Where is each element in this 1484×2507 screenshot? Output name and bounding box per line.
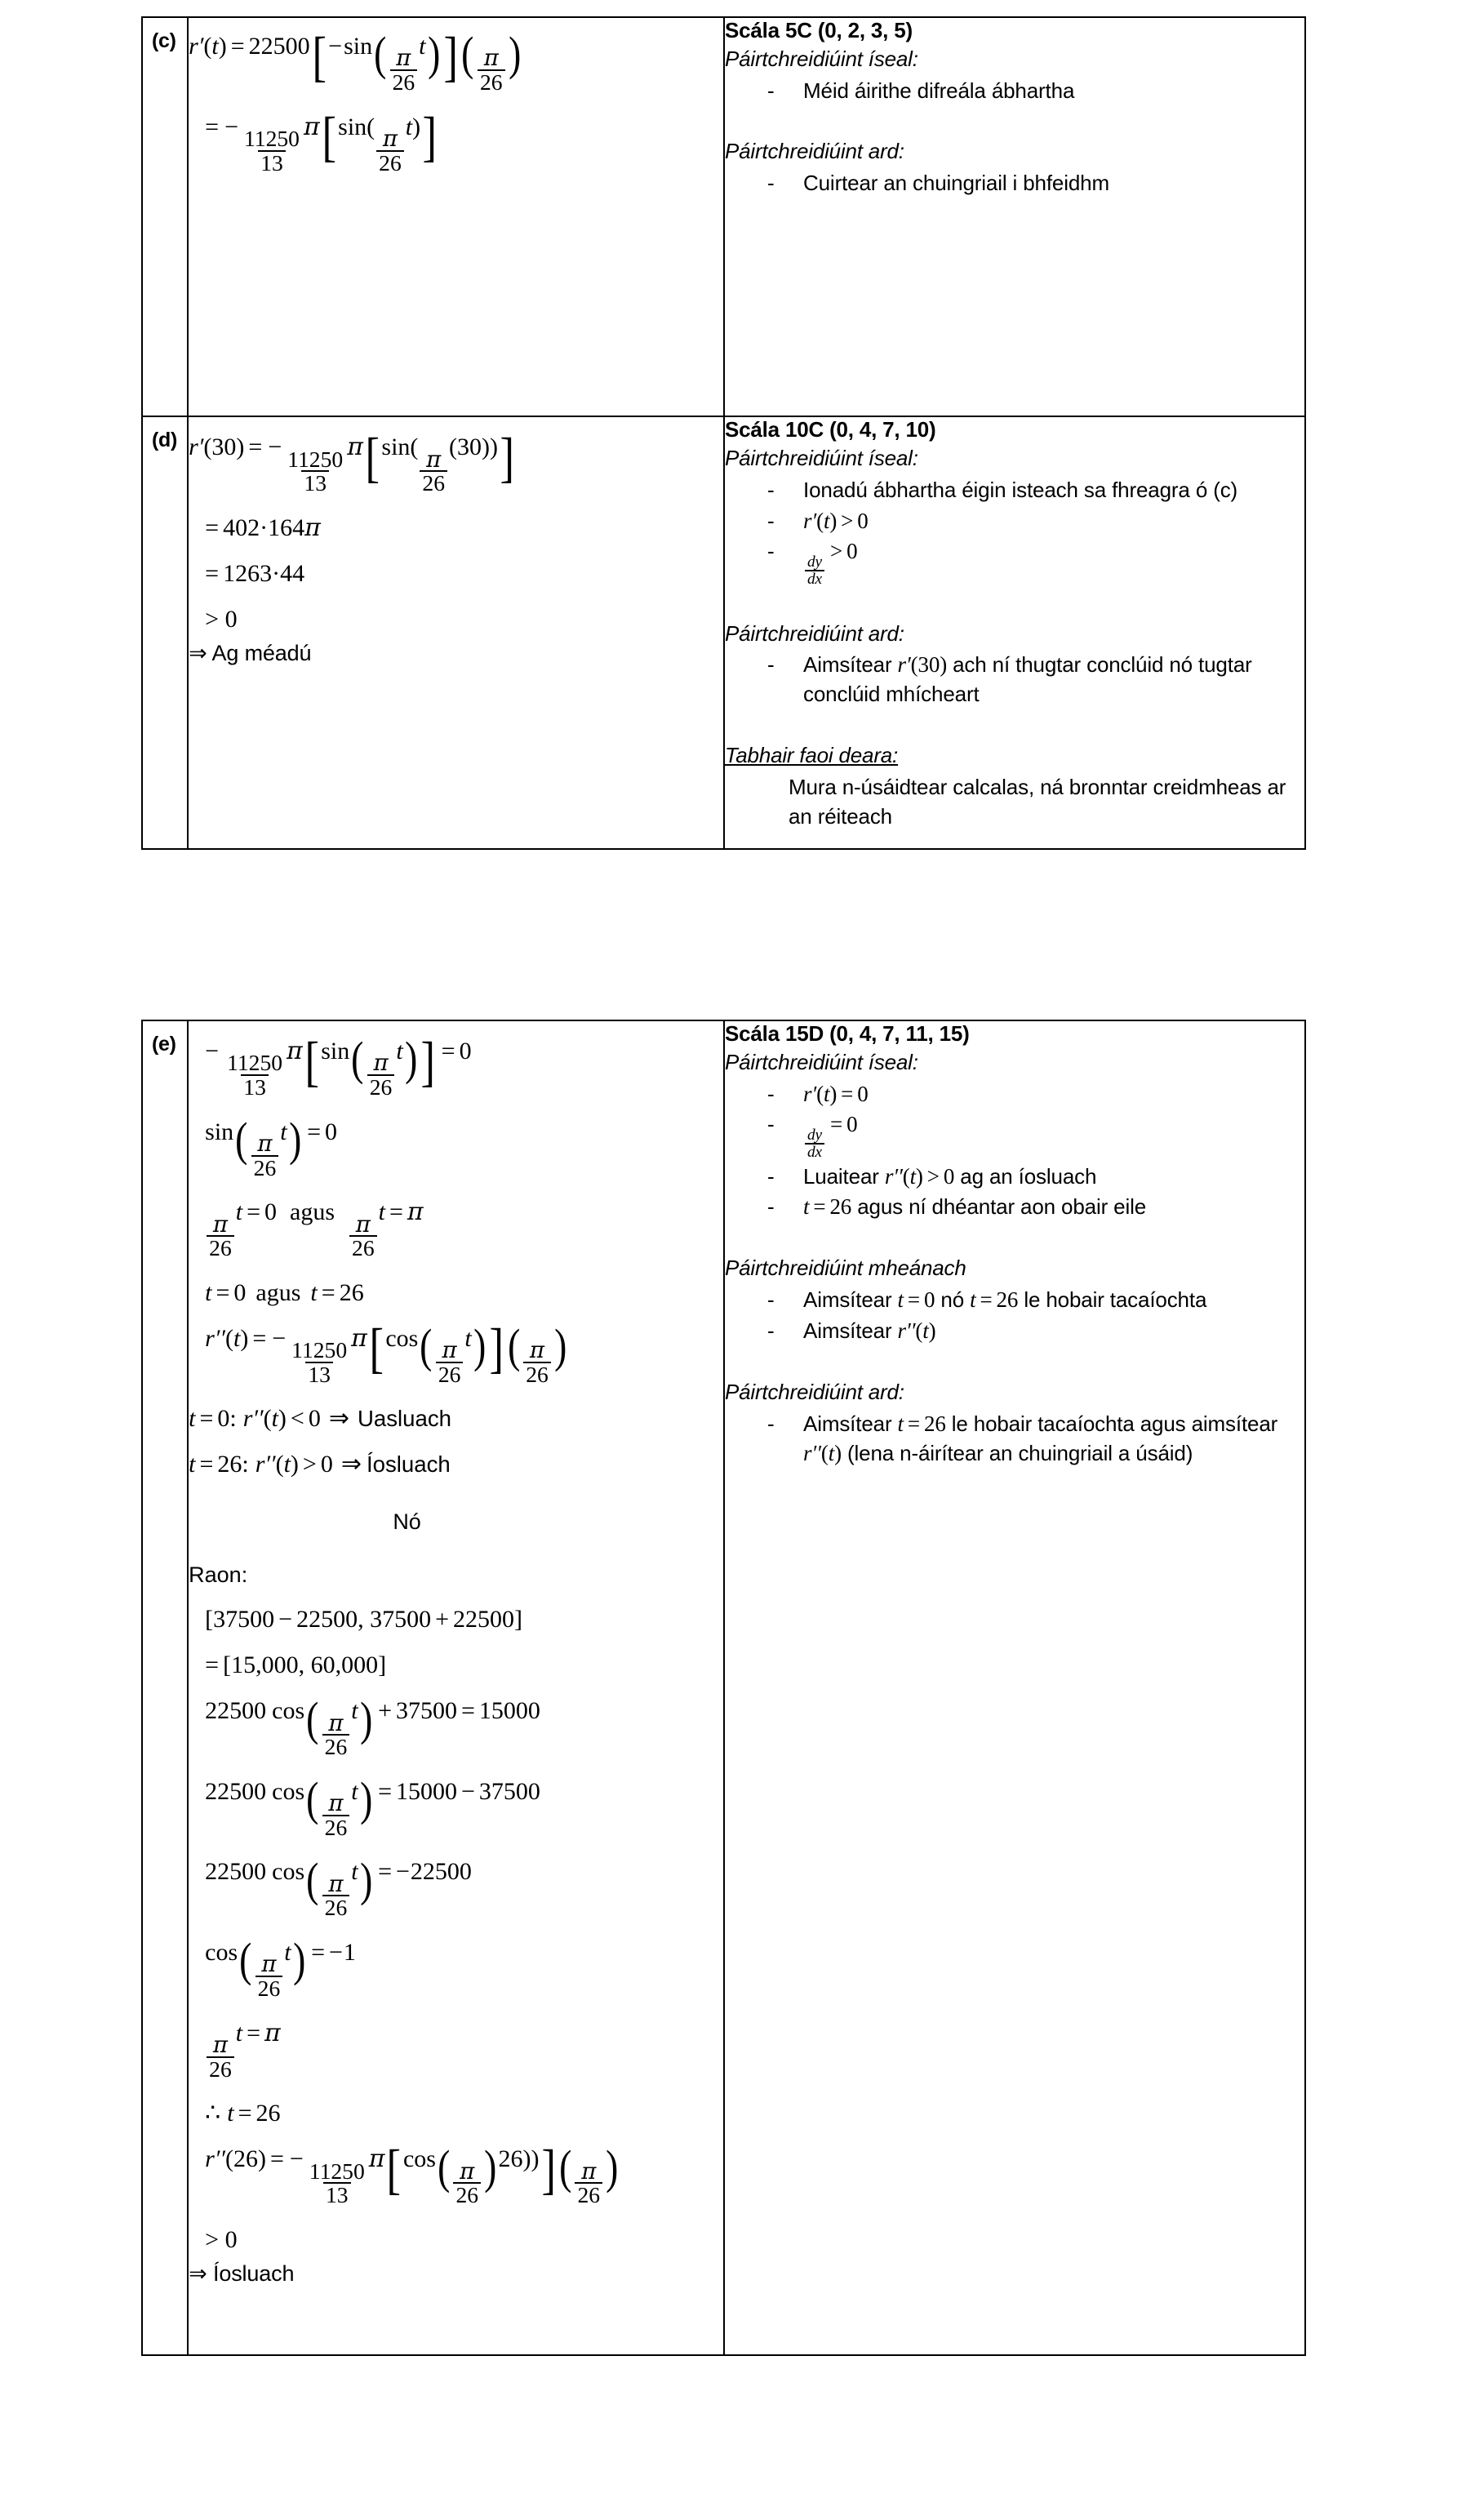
criterion-math: t = 26	[803, 1194, 852, 1220]
criterion-text-cont: le hobair tacaíochta	[1018, 1287, 1207, 1313]
list-item	[767, 1317, 1304, 1346]
equation-c-2: = − $\frac{11250}{13}$ π[sin( $\frac{\pi}{26}$ t)]	[205, 106, 438, 176]
criterion-text: Aimsítear	[803, 1287, 898, 1313]
criterion-text: Aimsítear	[803, 652, 898, 678]
equation-e-3: $\frac{\pi}{26}$ t = 0 agus $\frac{\pi}{26}$ t = π	[189, 1200, 723, 1260]
work-cell-c	[188, 17, 724, 416]
criterion-math: r′′(t)	[803, 1440, 842, 1465]
criterion-text-cont: nó	[935, 1287, 971, 1313]
criterion-text-cont: le hobair tacaíochta agus aimsítear	[945, 1411, 1278, 1436]
criterion-math: t = 0	[897, 1287, 935, 1313]
conclusion-e: ⇒ Íosluach	[189, 2260, 295, 2286]
equation-e-5: r′′(t) = − $\frac{11250}{13}$ π[cos( $\frac{\pi}{26}$ t)]( $\frac{\pi}{26}$ )	[205, 1318, 567, 1387]
list-item	[767, 476, 1304, 505]
equation-d-1: r′(30) = − $\frac{11250}{13}$ π[sin( $\frac{\pi}{26}$ (30))]	[189, 426, 514, 496]
equation-c-1: r′(t) = 22500[−sin( $\frac{\pi}{26}$ t)]( $\frac{\pi}{26}$ )	[189, 25, 521, 95]
alternative-method-label: Nó	[393, 1509, 421, 1535]
marking-table-e	[141, 1020, 1306, 2356]
criteria-list-mid-e	[725, 1286, 1304, 1346]
work-cell-e	[188, 1020, 724, 2355]
subheading-low-c: Páirtchreidiúint íseal:	[725, 46, 918, 71]
list-item	[767, 651, 1304, 709]
criterion-text: Méid áirithe difreála ábhartha	[803, 78, 1075, 103]
equation-e-10: 22500 cos( $\frac{\pi}{26}$ t) = −22500	[205, 1852, 472, 1921]
equation-e-12: $\frac{\pi}{26}$ t = π	[189, 2021, 723, 2081]
list-item	[767, 1110, 1304, 1160]
list-item	[767, 1193, 1304, 1222]
list-item	[767, 1286, 1304, 1315]
subheading-mid-e: Páirtchreidiúint mheánach	[725, 1256, 966, 1281]
scale-title-d: Scála 10C (0, 4, 7, 10)	[725, 417, 936, 442]
part-label-cell-d	[142, 416, 188, 849]
part-label-d: (d)	[152, 429, 178, 452]
equation-e-4: t = 0 agus t = 26	[205, 1278, 364, 1306]
equation-e-8: 22500 cos( $\frac{\pi}{26}$ t) + 37500 = 15000	[205, 1691, 540, 1760]
criterion-text: Cuirtear an chuingriail i bhfeidhm	[803, 171, 1109, 196]
criterion-math: t = 26	[970, 1287, 1019, 1313]
subheading-high-c: Páirtchreidiúint ard:	[725, 139, 904, 164]
equation-e-14: r′′(26) = − $\frac{11250}{13}$ π[cos( $\frac{\pi}{26}$ )26))]( $\frac{\pi}{26}$ )	[205, 2138, 619, 2208]
criterion-math: r′(30)	[897, 652, 948, 678]
criteria-list-low-c	[725, 77, 1304, 106]
criterion-text: Aimsítear	[803, 1318, 898, 1344]
list-item	[767, 1080, 1304, 1109]
criterion-math: r′′(t)	[897, 1318, 936, 1344]
part-label-e: (e)	[152, 1033, 176, 1056]
equation-e-range-2: = [15,000, 60,000]	[205, 1651, 387, 1679]
list-item	[767, 169, 1304, 198]
scale-cell-e	[724, 1020, 1305, 2355]
equation-e-11: cos( $\frac{\pi}{26}$ t) = −1	[205, 1933, 356, 2002]
scale-cell-c	[724, 17, 1305, 416]
agus-label: agus	[290, 1198, 335, 1226]
table-row	[142, 1020, 1305, 2355]
list-item	[767, 1162, 1304, 1192]
scale-cell-d	[724, 416, 1305, 849]
criterion-math: r′′(t) > 0	[884, 1163, 955, 1189]
equation-e-9: 22500 cos( $\frac{\pi}{26}$ t) = 15000 − 37500	[205, 1772, 540, 1840]
criterion-text-cont: agus ní dhéantar aon obair eile	[851, 1194, 1147, 1220]
criteria-list-high-d	[725, 651, 1304, 709]
equation-e-13: ∴ t = 26	[205, 2100, 281, 2127]
equation-d-2: = 402·164π	[205, 513, 321, 542]
scale-title-e: Scála 15D (0, 4, 7, 11, 15)	[725, 1021, 970, 1046]
criterion-math: r′(t) = 0	[803, 1081, 869, 1106]
part-label-c: (c)	[152, 29, 176, 52]
subheading-high-e: Páirtchreidiúint ard:	[725, 1379, 904, 1404]
criterion-math: - $\frac{dy}{dx}$ > 0	[803, 539, 857, 563]
criterion-text: Ionadú ábhartha éigin isteach sa fhreagra ó (c)	[803, 477, 1238, 502]
criterion-math: - $\frac{dy}{dx}$ = 0	[803, 1112, 857, 1136]
subheading-high-d: Páirtchreidiúint ard:	[725, 620, 904, 646]
subheading-note-d: Tabhair faoi deara:	[725, 743, 899, 768]
equation-e-15: > 0	[205, 2225, 238, 2253]
criterion-text-cont: ag an íosluach	[954, 1163, 1097, 1189]
uasluach-label: Uasluach	[357, 1406, 452, 1432]
criterion-math: t = 26	[897, 1411, 946, 1436]
equation-d-3: = 1263·44	[205, 559, 305, 587]
table-row	[142, 416, 1305, 849]
table-row	[142, 17, 1305, 416]
equation-e-6: t = 0: r′′(t) < 0 ⇒ Uasluach	[189, 1405, 452, 1433]
list-item	[767, 537, 1304, 587]
equation-e-2: sin( $\frac{\pi}{26}$ t) = 0	[205, 1112, 337, 1180]
criterion-text: Aimsítear	[803, 1411, 898, 1436]
part-label-cell-c	[142, 17, 188, 416]
list-item	[767, 77, 1304, 106]
equation-e-range-1: [37500 − 22500, 37500 + 22500]	[205, 1606, 522, 1634]
part-label-cell-e	[142, 1020, 188, 2355]
scale-title-c: Scála 5C (0, 2, 3, 5)	[725, 18, 913, 42]
criterion-text-cont: ach ní thugtar conclúid nó tugtar conclúid mhícheart	[803, 652, 1252, 707]
list-item	[767, 507, 1304, 536]
criterion-text: Luaitear	[803, 1163, 885, 1189]
subheading-low-d: Páirtchreidiúint íseal:	[725, 445, 918, 470]
criteria-list-high-e	[725, 1410, 1304, 1469]
note-text-d: Mura n-úsáidtear calcalas, ná bronntar creidmheas ar an réiteach	[789, 774, 1286, 829]
work-cell-d	[188, 416, 724, 849]
criterion-math: r′(t) > 0	[803, 508, 869, 533]
criteria-list-low-d	[725, 476, 1304, 588]
equation-d-4: > 0	[205, 605, 238, 633]
list-item	[767, 1410, 1304, 1469]
criteria-list-high-c	[725, 169, 1304, 198]
equation-e-1: − $\frac{11250}{13}$ π[sin( $\frac{\pi}{26}$ t)] = 0	[205, 1030, 472, 1100]
criteria-list-low-e	[725, 1080, 1304, 1223]
equation-e-7: t = 26: r′′(t) > 0 ⇒ Íosluach	[189, 1451, 451, 1478]
marking-table-cd	[141, 16, 1306, 850]
raon-label: Raon:	[189, 1562, 248, 1588]
conclusion-d: ⇒ Ag méadú	[189, 640, 312, 665]
iosluach-label: Íosluach	[366, 1451, 451, 1478]
criterion-text-cont: (lena n-áirítear an chuingriail a úsáid)	[841, 1440, 1193, 1465]
subheading-low-e: Páirtchreidiúint íseal:	[725, 1049, 918, 1074]
